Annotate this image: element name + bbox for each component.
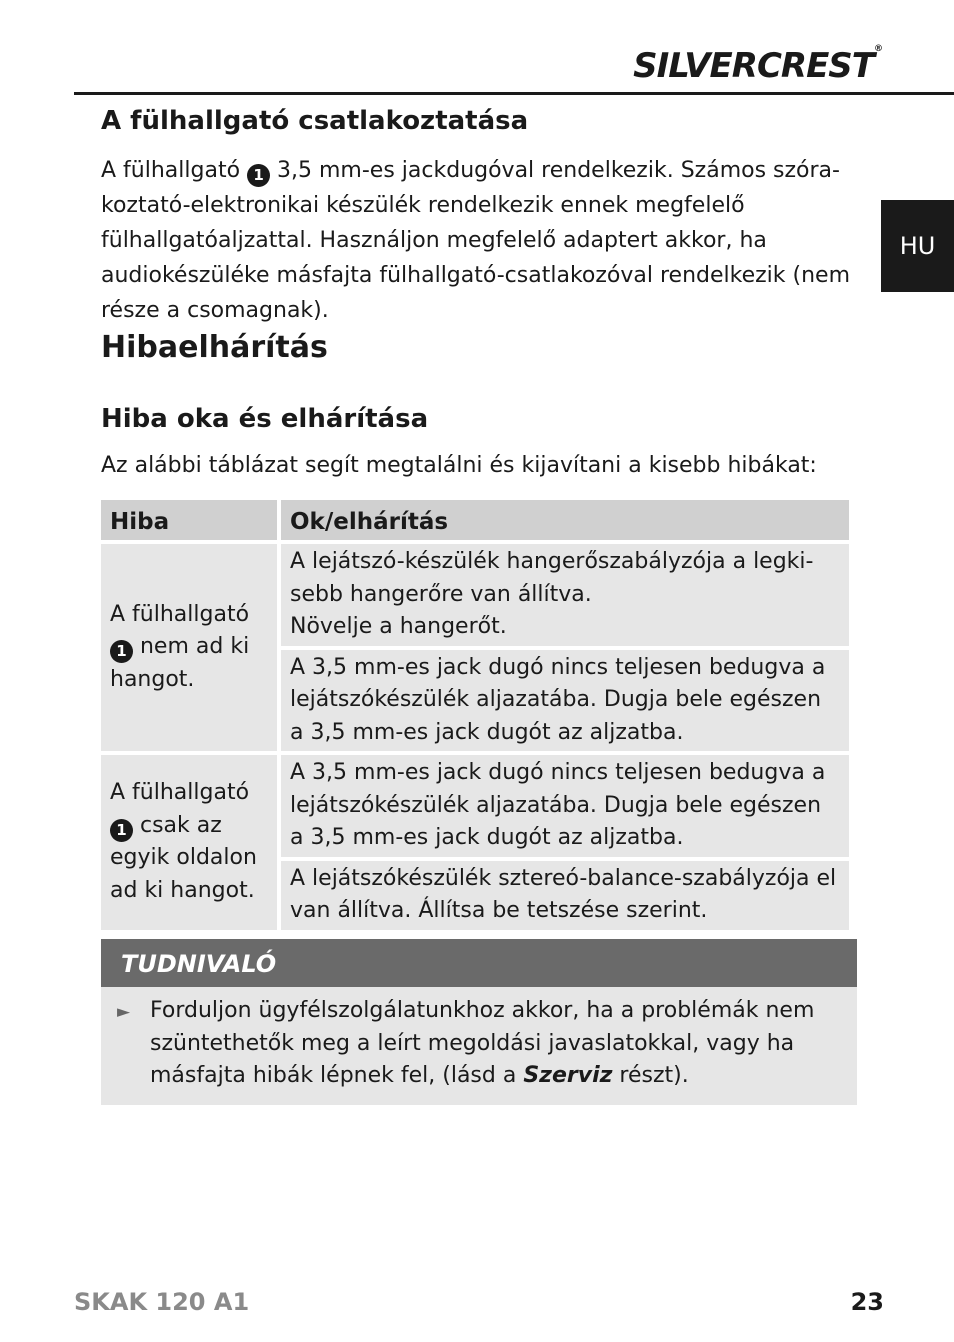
fault-cell — [101, 544, 277, 751]
footer-model: SKAK 120 A1 — [74, 1288, 250, 1316]
section-heading-troubleshoot: Hiba oka és elhárítása — [101, 404, 429, 434]
section-paragraph-connect — [101, 153, 861, 328]
table-header-row — [101, 500, 849, 540]
solution-cell — [281, 544, 849, 646]
fault-text: A fülhallgató — [110, 780, 250, 806]
notice-text: Forduljon ügyfélszolgálatunkhoz akkor, ha a problémák nem szüntethetők meg a leírt megoldási javaslatokkal, vagy ha másfajta hibák lépnek fel, (lásd a — [150, 998, 815, 1088]
brand-logo — [633, 43, 882, 86]
table-row — [101, 544, 849, 646]
header-rule — [74, 92, 954, 95]
registered-mark: ® — [874, 43, 882, 54]
language-tab: HU — [881, 200, 954, 292]
header-solution: Ok/elhárítás — [281, 500, 849, 540]
table-row — [101, 755, 849, 857]
solution-text: Növelje a hangerőt. — [290, 614, 507, 639]
table-intro: Az alábbi táblázat segít megtalálni és kijavítani a kisebb hibákat: — [101, 453, 817, 478]
solution-cell: A lejátszókészülék sztereó-balance-szabályzója el van állítva. Állítsa be tetszése szerint. — [281, 861, 849, 930]
paragraph-text: A fülhallgató — [101, 158, 241, 183]
part-number-badge: 1 — [110, 819, 133, 842]
section-heading-connect: A fülhallgató csatlakoztatása — [101, 106, 529, 136]
notice-body — [101, 987, 857, 1105]
notice-link-text: Szerviz — [523, 1063, 613, 1088]
paragraph-text: 3,5 mm-es jackdugóval rendelkezik. Számos szórakoztató-elektronikai készülék rendelkezik ennek megfelelő fülhallgatóaljzattal. Használjon megfelelő adaptert akkor, ha audiokészüléke másfajta fülhallgató-csatlakozóval rendelkezik (nem része a csomagnak). — [101, 158, 850, 323]
fault-cell — [101, 755, 277, 930]
troubleshooting-table — [97, 496, 853, 934]
header-fault: Hiba — [101, 500, 277, 540]
arrow-right-icon: ► — [117, 1002, 131, 1022]
fault-text: A fülhallgató — [110, 601, 250, 627]
part-number-badge: 1 — [247, 164, 270, 187]
fault-text: csak az egyik oldalon ad ki hangot. — [110, 812, 257, 903]
part-number-badge: 1 — [110, 640, 133, 663]
brand-name: SILVERCREST — [633, 46, 874, 86]
page-number: 23 — [850, 1288, 884, 1316]
solution-cell: A 3,5 mm-es jack dugó nincs teljesen bedugva a lejátszókészülék aljazatába. Dugja bele egészen a 3,5 mm-es jack dugót az aljzatba. — [281, 650, 849, 752]
solution-text: A lejátszó-készülék hangerőszabályzója a legkisebb hangerőre van állítva. — [290, 549, 814, 607]
fault-text: nem ad ki hangot. — [110, 634, 250, 692]
notice-title: TUDNIVALÓ — [101, 939, 857, 987]
notice-text: részt). — [612, 1063, 689, 1088]
page-title: Hibaelhárítás — [101, 330, 328, 365]
solution-cell: A 3,5 mm-es jack dugó nincs teljesen bedugva a lejátszókészülék aljazatába. Dugja bele egészen a 3,5 mm-es jack dugót az aljzatba. — [281, 755, 849, 857]
notice-box — [101, 939, 857, 1105]
